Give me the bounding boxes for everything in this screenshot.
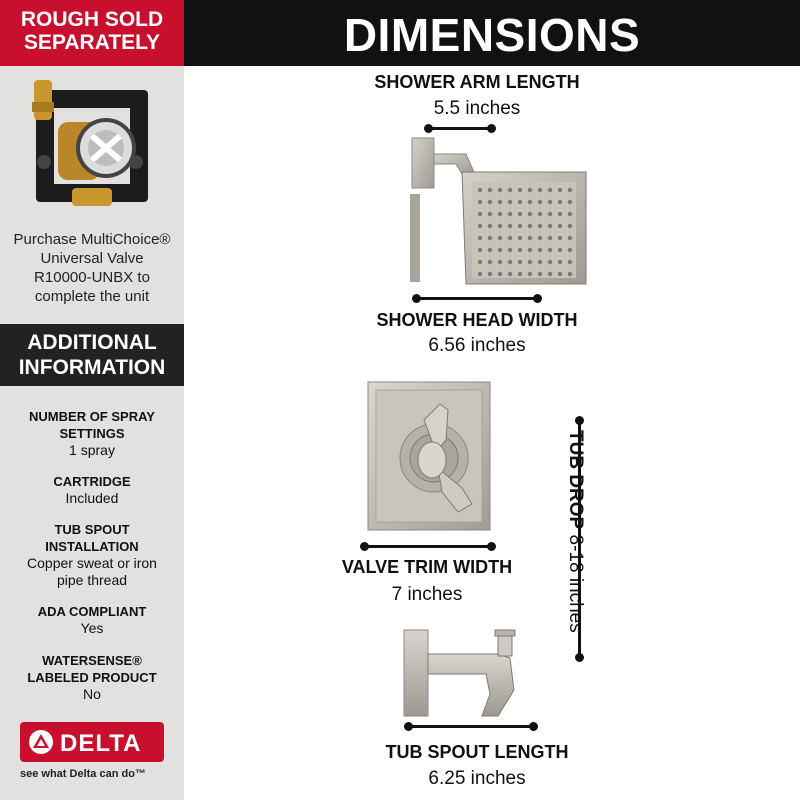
delta-logo-text: DELTA bbox=[60, 730, 142, 757]
info-spray-settings bbox=[0, 408, 184, 459]
valve-trim-image bbox=[366, 380, 492, 532]
header-bar bbox=[184, 0, 800, 66]
shower-head-dimension-line bbox=[416, 297, 538, 300]
info-label: LABELED PRODUCT bbox=[27, 670, 157, 685]
info-value: pipe thread bbox=[56, 572, 128, 588]
purchase-line3: R10000-UNBX to bbox=[34, 269, 150, 286]
info-ada-compliant bbox=[0, 603, 184, 637]
info-value: Included bbox=[65, 490, 119, 506]
rough-banner-line2: SEPARATELY bbox=[23, 31, 161, 54]
info-watersense bbox=[0, 652, 184, 703]
shower-head-value: 6.56 inches bbox=[428, 335, 526, 356]
tub-spout-image bbox=[402, 624, 542, 720]
valve-trim-dimension-line bbox=[364, 545, 492, 548]
info-label: ADA COMPLIANT bbox=[37, 604, 147, 619]
tub-drop-value: 8-18 inches bbox=[565, 534, 586, 633]
tub-spout-dimension-line bbox=[408, 725, 534, 728]
info-value: 1 spray bbox=[69, 442, 115, 458]
tub-spout-label: TUB SPOUT LENGTH bbox=[385, 742, 569, 762]
info-label: CARTRIDGE bbox=[53, 474, 131, 489]
rough-banner-line1: ROUGH SOLD bbox=[20, 8, 164, 31]
purchase-line4: complete the unit bbox=[34, 288, 150, 305]
info-label: WATERSENSE® bbox=[42, 653, 142, 668]
delta-logo bbox=[20, 722, 164, 762]
info-value: Yes bbox=[80, 620, 104, 636]
rough-valve-image bbox=[28, 80, 156, 208]
delta-triangle-icon bbox=[28, 730, 54, 754]
additional-banner-line2: INFORMATION bbox=[18, 356, 166, 379]
purchase-line2: Universal Valve bbox=[40, 250, 144, 267]
additional-info-banner bbox=[0, 324, 184, 386]
tub-spout-value: 6.25 inches bbox=[428, 768, 526, 789]
shower-arm-value: 5.5 inches bbox=[433, 98, 521, 119]
info-value: Copper sweat or iron bbox=[27, 555, 157, 571]
sidebar bbox=[0, 0, 184, 800]
page-title: DIMENSIONS bbox=[343, 9, 641, 61]
shower-arm-label: SHOWER ARM LENGTH bbox=[374, 72, 580, 92]
tub-drop-label: TUB DROP bbox=[565, 430, 586, 530]
info-cartridge bbox=[0, 473, 184, 507]
purchase-line1: Purchase MultiChoice® bbox=[13, 231, 171, 248]
info-label: INSTALLATION bbox=[45, 539, 139, 554]
additional-banner-line1: ADDITIONAL bbox=[27, 331, 157, 354]
info-value: No bbox=[83, 686, 101, 702]
info-label: NUMBER OF SPRAY bbox=[29, 409, 155, 424]
purchase-note bbox=[4, 230, 180, 306]
info-label: TUB SPOUT bbox=[54, 522, 130, 537]
valve-trim-value: 7 inches bbox=[391, 584, 463, 605]
tub-drop-text bbox=[558, 430, 586, 670]
shower-arm-dimension-line bbox=[428, 127, 492, 130]
tagline: see what Delta can do™ bbox=[20, 768, 146, 780]
rough-sold-banner bbox=[0, 0, 184, 66]
valve-trim-label: VALVE TRIM WIDTH bbox=[341, 557, 513, 577]
shower-head-label: SHOWER HEAD WIDTH bbox=[376, 310, 578, 330]
shower-head-image bbox=[404, 134, 594, 286]
info-tub-spout-installation bbox=[0, 521, 184, 589]
info-label: SETTINGS bbox=[59, 426, 125, 441]
